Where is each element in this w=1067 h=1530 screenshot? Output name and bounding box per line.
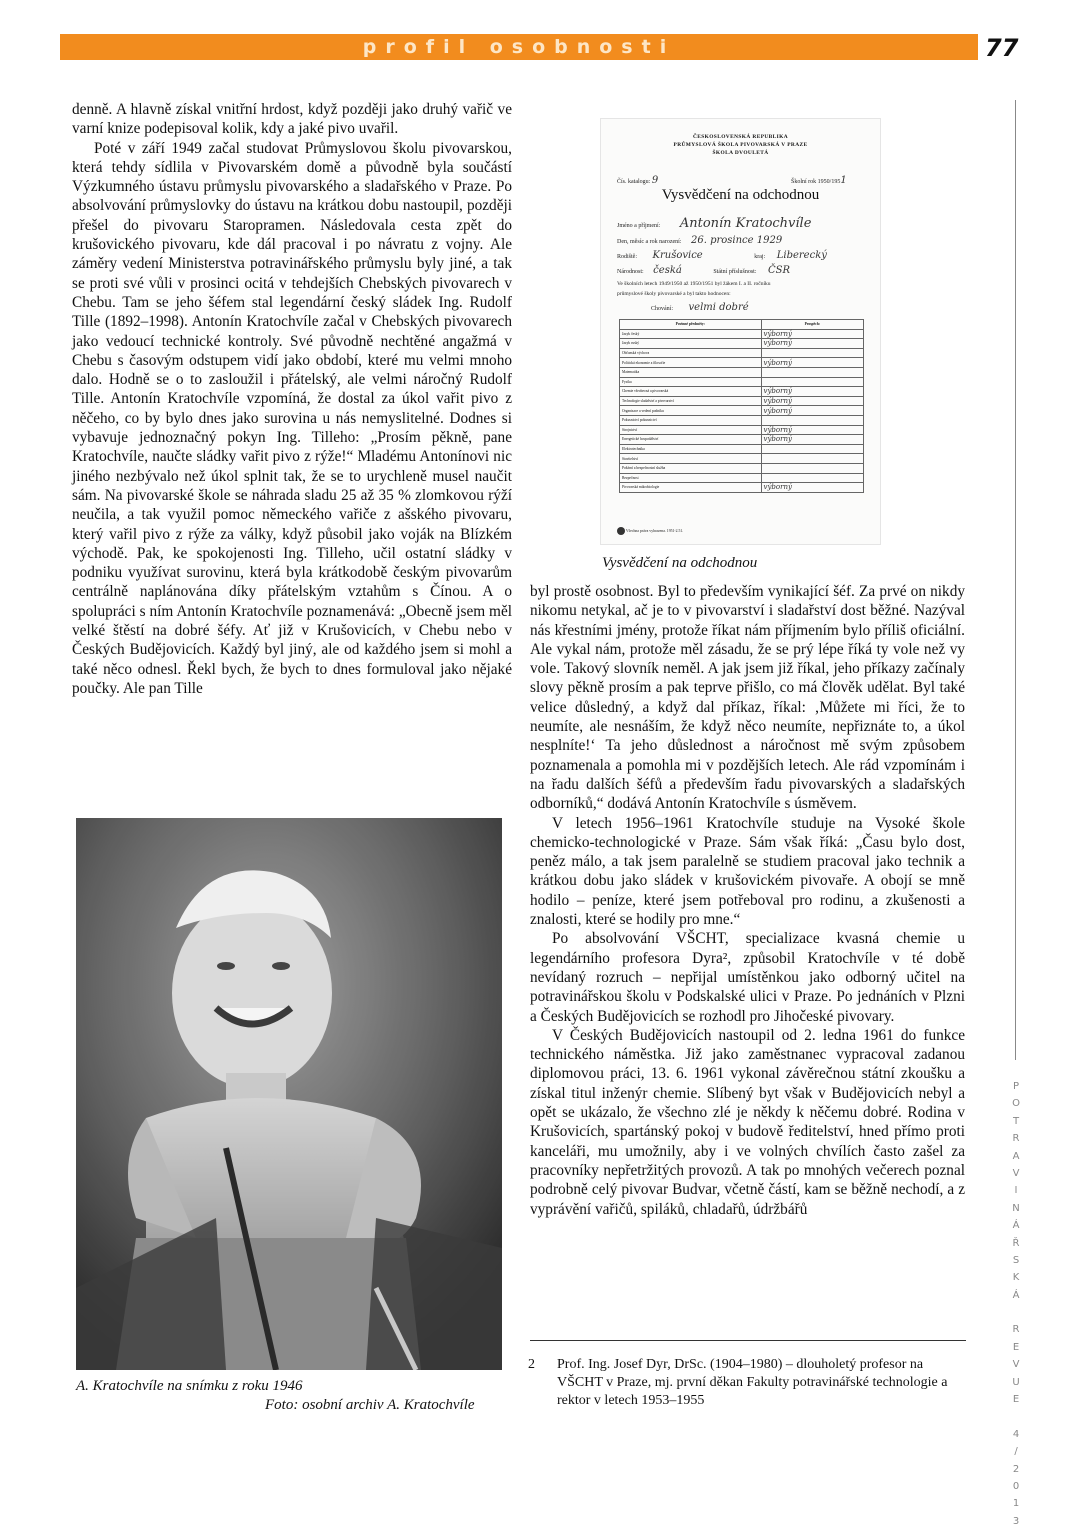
section-header-bar — [60, 34, 978, 60]
side-label-letter: N — [1012, 1202, 1020, 1214]
subject-name: Občanská výchova — [620, 348, 762, 358]
table-header: Prospěch: — [761, 320, 863, 330]
grade-row — [620, 454, 864, 464]
side-label-letter: S — [1012, 1254, 1020, 1266]
grade-row — [620, 483, 864, 493]
subject-name: Pokusnictví pokusnictví — [620, 415, 762, 425]
side-label-letter: U — [1012, 1376, 1020, 1388]
photo-credit: Foto: osobní archiv A. Kratochvíle — [265, 1397, 475, 1413]
side-label-letter: R — [1012, 1133, 1020, 1145]
paragraph: Po absolvování VŠCHT, specializace kvasná chemie u legendárního profesora Dyra², způsobil Kratochvíle v té době nevídaný rozruch – nepřijal umístěnkou jako odborný učitel na potravinářskou školu v Podskalské ulici v Praze. Po jednáních v Plzni a Českých Budějovicích se rozhodl pro Jihočeské pivovary. — [530, 930, 965, 1025]
side-label-letter: E — [1012, 1341, 1020, 1353]
subject-name: Energetické hospodářství — [620, 435, 762, 445]
grade-row — [620, 444, 864, 454]
field-value: Krušovice — [652, 250, 703, 261]
subject-grade: výborný — [761, 339, 863, 349]
subject-name: Politická ekonomie a filosofie — [620, 358, 762, 368]
field-label: kraj: — [754, 254, 766, 260]
footnote-text: Prof. Ing. Josef Dyr, DrSc. (1904–1980) – dlouholetý profesor na VŠCHT v Praze, mj. první děkan Fakulty potravinářské technologie a rektor v letech 1953–1955 — [557, 1357, 948, 1408]
field-birthplace — [617, 250, 827, 261]
certificate-header-line: PRŮMYSLOVÁ ŠKOLA PIVOVARSKÁ V PRAZE — [673, 142, 808, 148]
paragraph: V letech 1956–1961 Kratochvíle studuje na Vysoké škole chemicko-technologické v Praze. Sám však říká: „Času bylo dost, peněz málo, a tak jsem paralelně se studiem pracoval jako technik a krátkou dobu jako sládek v krušovickém pivovaře. A obojí se mně hodilo – peníze, které jsem potřeboval pro rodinu, a zkušenosti a znalosti, které se hodily pro mne.“ — [530, 814, 965, 929]
footnote-rule — [530, 1340, 966, 1341]
subject-grade — [761, 473, 863, 483]
field-label: Národnost: — [617, 269, 644, 275]
side-label-letter — [1008, 1408, 1024, 1425]
footnote-number: 2 — [528, 1357, 535, 1372]
field-name — [617, 216, 811, 231]
school-year-value: 1 — [840, 175, 847, 186]
subject-grade: výborný — [761, 406, 863, 416]
subject-name: Elektrotechnika — [620, 444, 762, 454]
footnote — [528, 1356, 968, 1410]
subject-name: Fysika — [620, 377, 762, 387]
side-label-letter: 3 — [1012, 1515, 1020, 1527]
school-year-label: Školní rok 1950/195 — [791, 179, 841, 185]
table-header: Povinné předměty: — [620, 320, 762, 330]
subject-name: Strojnictví — [620, 425, 762, 435]
side-label-letter: I — [1014, 1185, 1018, 1197]
grade-row — [620, 377, 864, 387]
section-title: profil osobnosti — [362, 36, 676, 58]
state-emblem-icon — [617, 527, 625, 535]
field-label: Jméno a příjmení: — [617, 223, 661, 229]
side-label-letter: T — [1012, 1115, 1020, 1127]
subject-grade — [761, 348, 863, 358]
side-rule — [1015, 100, 1016, 1060]
subject-grade: výborný — [761, 425, 863, 435]
side-label-letter: V — [1012, 1359, 1020, 1371]
side-label-letter: 4 — [1012, 1428, 1020, 1440]
field-value: Antonín Kratochvíle — [679, 216, 812, 231]
subject-grade — [761, 444, 863, 454]
side-label-letter: K — [1012, 1272, 1020, 1284]
paragraph: Poté v září 1949 začal studovat Průmyslovou školu pivovarskou, která tehdy sídlila v Pivovarském domě a původně byla součástí Výzkumného ústavu průmyslu pivovarského a sladařského v Praze. Po absolvování průmyslovky do ústavu na krátkou dobu nastoupil, později přešel do pivovaru Staropramen. Následovala cesta zpět do krušovického pivovaru, kde dál pracoval i po návratu z vojny. Ale záměry vedení Ministerstva potravinářského průmyslu byly jiné, a tak se proti své vůli v prosinci ocitá v tehdejších Chebských pivovarech v Chebu. Tam se jeho šéfem stal legendární český sládek Ing. Rudolf Tille (1892–1998). Antonín Kratochvíle začal v Chebských pivovarech jako vedoucí technické kontroly. Své původně nechtěné angažmá v Chebu s časovým odstupem vidí jako období, které mu velmi mnoho dalo. Hodně se o to zasloužil i přátelský, ale velmi náročný Rudolf Tille. Antonín Kratochvíle vzpomíná, že dostal za úkol vařit pivo z něčeho, co by bylo dnes jako surovina u nás nemyslitelné. Dodnes si vybavuje jednoznačný pokyn Ing. Tilleho: „Prosím pěkně, pane Kratochvíle, naučte sládky vařit pivo z rýže!“ Mladému Antonínovi nic jiného nezbývalo než úkol splnit tak, že se to urychleně musel naučit sám. Na pivovarské škole se náhrada sladu 25 až 35 % zlomkovou rýží neučila, a tak využil pomoc německého vařiče z ašského pivovaru, který vařil pivo z rýže za války, když působil jako voják na Blízkém východě. Pak, ke spokojenosti Ing. Tilleho, učil ostatní sládky v podniku využívat surovinu, která byla krátkodobě českým pivovarům centrálně naplánována díky přátelským vztahům s Čínou. A o spolupráci s ním Antonín Kratochvíle poznamenává: „Obecně jsem měl velké štěstí na dobré šéfy. Ať již v Krušovicích, v Chebu nebo v Českých Budějovicích. Každý byl jiný, ale od každého jsem si mohl a také něco odnesl. Řekl bych, že bych to dnes formuloval jako nějaké poučky. Ale pan Tille — [72, 139, 512, 697]
subject-name: Jazyk český — [620, 329, 762, 339]
subject-grade — [761, 367, 863, 377]
field-label: Den, měsíc a rok narození: — [617, 239, 682, 245]
side-label-letter: 0 — [1012, 1480, 1020, 1492]
certificate-caption: Vysvědčení na odchodnou — [602, 555, 758, 571]
subject-name: Technologie sladařství a pivovarství — [620, 396, 762, 406]
subject-grade: výborný — [761, 435, 863, 445]
subject-name: Požární a bezpečnostní služba — [620, 463, 762, 473]
subject-grade — [761, 463, 863, 473]
certificate-footer-note — [617, 527, 683, 535]
grade-row — [620, 415, 864, 425]
right-column-text — [530, 582, 965, 1219]
subject-name: Organisace a vedení podniku — [620, 406, 762, 416]
side-label-letter: O — [1012, 1098, 1020, 1110]
school-year-line — [791, 175, 847, 186]
side-label-letter: 1 — [1012, 1498, 1020, 1510]
certificate-title: Vysvědčení na odchodnou — [661, 187, 820, 203]
side-label-letter: Ř — [1012, 1237, 1020, 1249]
school-hodnoceni-line: průmyslové školy pivovarské a byl takto hodnocen: — [617, 291, 731, 297]
subject-name: Bezpečnost — [620, 473, 762, 483]
subject-grade — [761, 415, 863, 425]
photo-illustration — [76, 818, 502, 1370]
field-nationality — [617, 265, 790, 276]
grades-table — [619, 319, 864, 493]
grade-row — [620, 425, 864, 435]
subject-name: Chemie všeobecná a pivovarská — [620, 387, 762, 397]
grade-row — [620, 435, 864, 445]
paragraph: denně. A hlavně získal vnitřní hrdost, když později jako druhý vařič ve varní knize podepisoval kolik, kdy a jaké pivo uvařil. — [72, 101, 512, 138]
table-header-row — [620, 320, 864, 330]
photo-caption: A. Kratochvíle na snímku z roku 1946 — [76, 1378, 303, 1394]
side-label-letter: Á — [1012, 1220, 1020, 1232]
catalog-value: 9 — [651, 175, 659, 186]
behavior-label: Chování: — [651, 306, 673, 312]
side-label-letter: P — [1012, 1081, 1020, 1092]
side-label-letter: R — [1012, 1324, 1020, 1336]
field-label: Rodiště: — [617, 254, 638, 260]
grade-row — [620, 406, 864, 416]
behavior-line — [651, 302, 749, 313]
grade-row — [620, 463, 864, 473]
subject-grade: výborný — [761, 483, 863, 493]
grade-row — [620, 396, 864, 406]
behavior-value: velmi dobré — [688, 302, 749, 313]
grade-row — [620, 339, 864, 349]
boy-in-boat-photo — [76, 818, 502, 1370]
certificate-scan — [601, 119, 880, 544]
subject-grade: výborný — [761, 396, 863, 406]
left-column-text — [72, 100, 512, 698]
field-value: česká — [653, 265, 682, 276]
side-label-letter: Á — [1012, 1289, 1020, 1301]
grade-row — [620, 367, 864, 377]
field-value: Liberecký — [776, 250, 827, 261]
side-label-letter: 2 — [1012, 1463, 1020, 1475]
page-number: 77 — [985, 34, 1019, 62]
subject-grade: výborný — [761, 387, 863, 397]
school-years-line: Ve školních letech 1949/1950 až 1950/1951 byl žákem I. a II. ročníku — [617, 281, 771, 287]
side-label-letter: / — [1014, 1446, 1018, 1458]
field-value: ČSR — [768, 265, 791, 276]
subject-grade — [761, 377, 863, 387]
subject-name: Pivovarská mikrobiologie — [620, 483, 762, 493]
subject-name: Stavitelství — [620, 454, 762, 464]
paragraph: V Českých Budějovicích nastoupil od 2. ledna 1961 do funkce technického náměstka. Již jako zaměstnanec vypracoval zadanou diplomovou práci, 13. 6. 1961 vykonal závěrečnou státní zkoušku a získal titul inženýr chemie. Slíbený byt však v Budějovicích nebyl a opět se ukázalo, že všechno zlé je někdy k něčemu dobré. Rodina v Krušovicích, spartánský pokoj v budově ředitelství, hned přímo proti kanceláři, mu umožnily, aby i ve volných chvílích často zašel za pracovníky nepřetržitých provozů. A tak po mnohých večerech poznal podrobně celý pivovar Budvar, včetně částí, kam se běžně nechodí, a z vyprávění vařičů, spiláků, chladařů, údržbářů — [530, 1026, 965, 1218]
side-label-letter: V — [1012, 1167, 1020, 1179]
side-label-letter: E — [1012, 1394, 1020, 1406]
grade-row — [620, 358, 864, 368]
field-value: 26. prosince 1929 — [690, 235, 783, 246]
footer-note-text: Všechna práva vyhrazena. 1951-2.51. — [625, 528, 684, 533]
certificate-header-line: ŠKOLA DVOULETÁ — [712, 150, 769, 156]
subject-grade: výborný — [761, 329, 863, 339]
catalog-line — [617, 175, 658, 186]
field-birthdate — [617, 235, 782, 246]
field-label: Státní příslušnost: — [713, 269, 757, 275]
subject-name: Matematika — [620, 367, 762, 377]
side-label-letter — [1008, 1304, 1024, 1321]
subject-grade: výborný — [761, 358, 863, 368]
paragraph: byl prostě osobnost. Byl to především vynikající šéf. Za prvé on nikdy nikomu netykal, ač je to v pivovarství i sladařství dost běžné. Nazýval nás křestními jmény, protože říkat nám příjmením bylo příliš oficiální. Ale vykal nám, protože měl zásadu, že se prý lépe říká ty vole než vy vole. Takový slovník neměl. A jak jsem již říkal, jeho příkazy začínaly slovy pěkně prosím a pak teprve přišlo, co má člověk udělat. Byl také velice důsledný, a když dal příkaz, říkal: ‚Můžete mi říci, že to neumíte, ale nesnáším, že když něco neumíte, nepřiznáte to, a úkol nesplníte!‘ Ta jeho důslednost a náročnost mě svým způsobem poznamenala a pomohla mi v pozdějších letech. Ale rád vzpomínám i na řadu dalších šéfů a především řadu pivovarských a sladařských odborníků,“ dodává Antonín Kratochvíle s úsměvem. — [530, 583, 965, 813]
subject-grade — [761, 454, 863, 464]
subject-name: Jazyk ruský — [620, 339, 762, 349]
grade-row — [620, 329, 864, 339]
magazine-side-label — [1008, 1078, 1024, 1530]
side-label-letter: A — [1012, 1150, 1020, 1162]
certificate-header-line: ČESKOSLOVENSKÁ REPUBLIKA — [692, 134, 789, 140]
catalog-label: Čís. katalogu: — [617, 179, 651, 185]
grade-row — [620, 387, 864, 397]
grade-row — [620, 348, 864, 358]
grade-row — [620, 473, 864, 483]
